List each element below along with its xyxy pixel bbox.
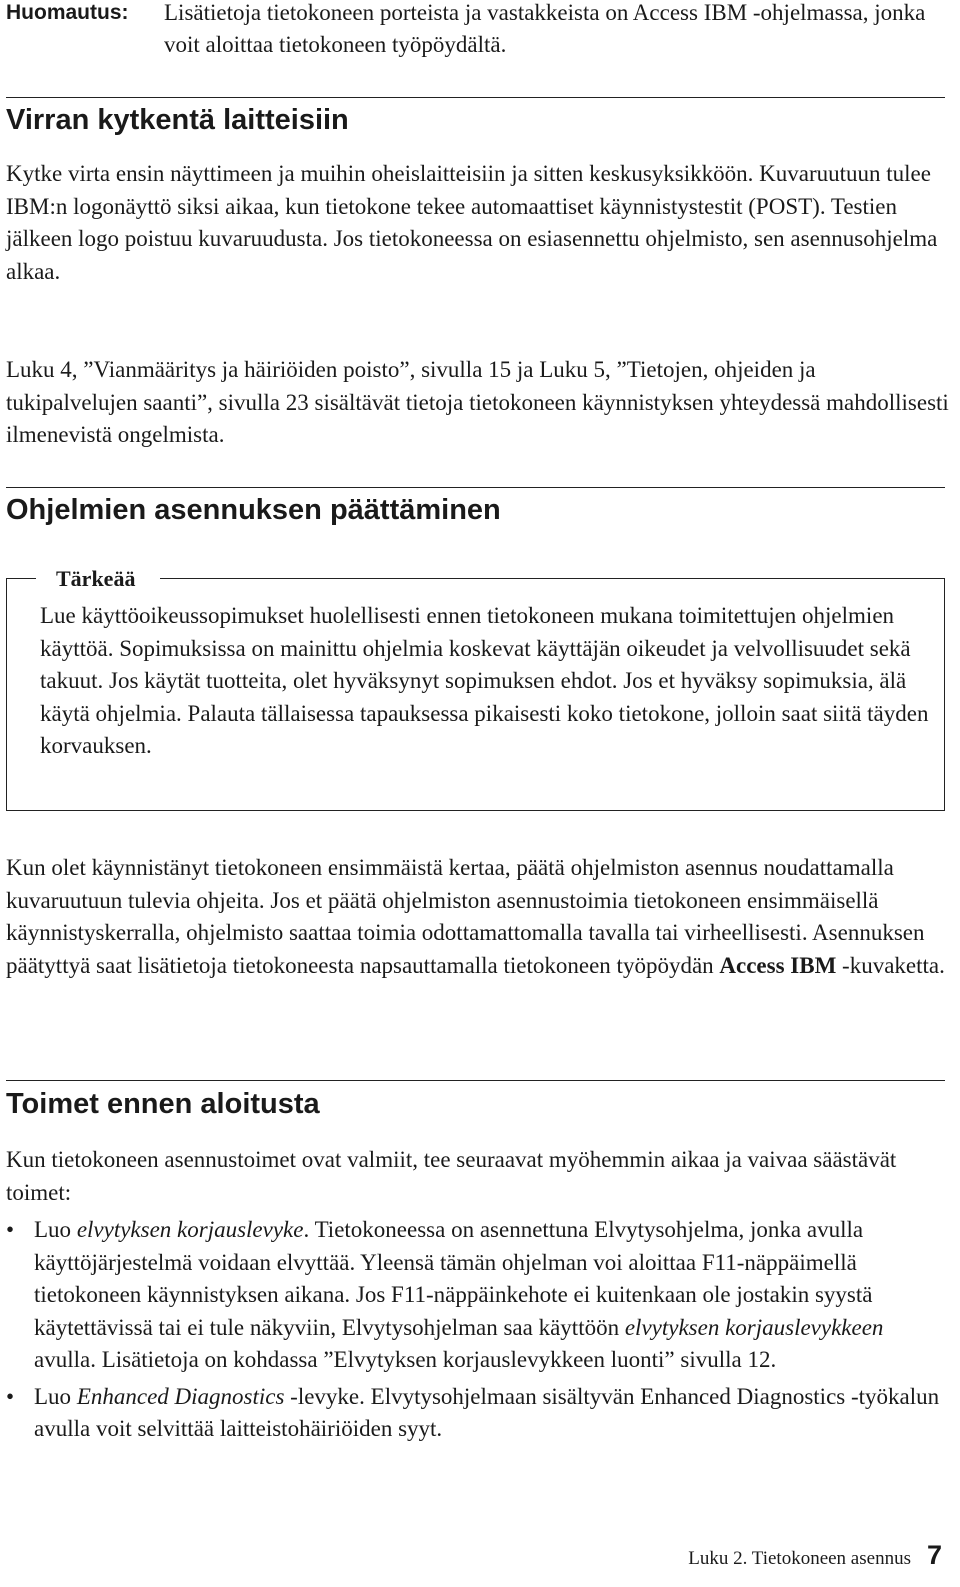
section-rule [6, 97, 945, 98]
note [6, 0, 951, 61]
italic-term: elvytyksen korjauslevyke [76, 1217, 304, 1242]
section-rule [6, 487, 945, 488]
paragraph-text [6, 852, 951, 982]
text-run: . Tietokoneessa on asennettuna Elvytysohjelma, jonka avulla käyttöjärjestelmä voidaan elvyttää. Yleensä tämän ohjelman voi aloittaa F11-näppäimellä tietokoneen käynnistyksen aikana. Jos F11-näppäinkehote ei kuitenkaan ole jostakin syystä käytettävissä tai ei tule näkyviin, Elvytysohjelman saa käyttöön [34, 1217, 873, 1340]
bullet-list [6, 1214, 951, 1446]
section-heading-before: Toimet ennen aloitusta [6, 1088, 320, 1120]
power-paragraph-2 [6, 354, 951, 452]
text-run: -kuvaketta. [836, 952, 945, 978]
italic-term: elvytyksen korjauslevykkeen [624, 1314, 884, 1340]
paragraph-text: Luku 4, ”Vianmääritys ja häiriöiden poisto”, sivulla 15 ja Luku 5, ”Tietojen, ohjeiden ja tukipalvelujen saanti”, sivulla 23 sisältävät tietoja tietokoneen käynnistyksen yhteydessä mahdollisesti ilmenevistä ongelmista. [6, 357, 949, 447]
power-paragraph-1 [6, 158, 951, 288]
section-heading-power: Virran kytkentä laitteisiin [6, 104, 349, 136]
access-ibm-emphasis: Access IBM [719, 952, 837, 978]
before-intro [6, 1144, 951, 1209]
section-heading-install: Ohjelmien asennuksen päättäminen [6, 494, 501, 526]
note-label: Huomautus: [6, 1, 129, 24]
bullet-icon: • [6, 1217, 15, 1242]
text-run: avulla. Lisätietoja on kohdassa ”Elvytyksen korjauslevykkeen luonti” sivulla 12. [34, 1347, 777, 1372]
footer-chapter: Luku 2. Tietokoneen asennus [688, 1548, 911, 1569]
important-text: Lue käyttöoikeussopimukset huolellisesti ennen tietokoneen mukana toimitettujen ohjelmien käyttöä. Sopimuksissa on mainittu ohjelmia koskevat käyttäjän oikeudet ja velvollisuudet sekä takuut. Jos käytät tuotteita, olet hyväksynyt sopimuksen ehdot. Jos et hyväksy sopimuksia, älä käytä ohjelmia. Palauta tällaisessa tapauksessa pikaisesti koko tietokone, jolloin saat siitä täyden korvauksen. [40, 603, 929, 758]
text-run: Luo [34, 1217, 77, 1242]
section-rule [6, 1080, 945, 1081]
list-item [6, 1214, 951, 1377]
before-list [6, 1214, 951, 1446]
paragraph-text: Kytke virta ensin näyttimeen ja muihin oheislaitteisiin ja sitten keskusyksikköön. Kuvaruutuun tulee IBM:n logonäyttö siksi aikaa, kun tietokone tekee automaattiset käynnistystestit (POST). Testien jälkeen logo poistuu kuvaruudusta. Jos tietokoneessa on esiasennettu ohjelmisto, sen asennusohjelma alkaa. [6, 161, 938, 284]
important-box-title: Tärkeää [56, 566, 136, 591]
page-number: 7 [926, 1540, 942, 1570]
paragraph-text: Kun tietokoneen asennustoimet ovat valmiit, tee seuraavat myöhemmin aikaa ja vaivaa säästävät toimet: [6, 1147, 897, 1205]
page-footer [688, 1540, 942, 1571]
install-paragraph [6, 852, 951, 982]
list-item [6, 1381, 951, 1446]
text-run: Luo [34, 1383, 77, 1409]
text-run: -levyke. Elvytysohjelmaan sisältyvän Enhanced Diagnostics -työkalun avulla voit selvittää laitteistohäiriöiden syyt. [34, 1383, 940, 1441]
note-text: Lisätietoja tietokoneen porteista ja vastakkeista on Access IBM -ohjelmassa, jonka voit aloittaa tietokoneen työpöydältä. [164, 0, 926, 57]
text-run: Kun olet käynnistänyt tietokoneen ensimmäistä kertaa, päätä ohjelmiston asennus noudattamalla kuvaruutuun tulevia ohjeita. Jos et päätä ohjelmiston asennustoimia tietokoneen ensimmäisellä käynnistyskerralla, ohjelmisto saattaa toimia odottamattomalla tavalla tai virheellisesti. Asennuksen päätyttyä saat lisätietoja tietokoneesta napsauttamalla tietokoneen työpöydän [6, 855, 925, 978]
important-box-text [40, 600, 930, 763]
italic-term: Enhanced Diagnostics [76, 1383, 285, 1409]
bullet-icon: • [6, 1383, 15, 1409]
